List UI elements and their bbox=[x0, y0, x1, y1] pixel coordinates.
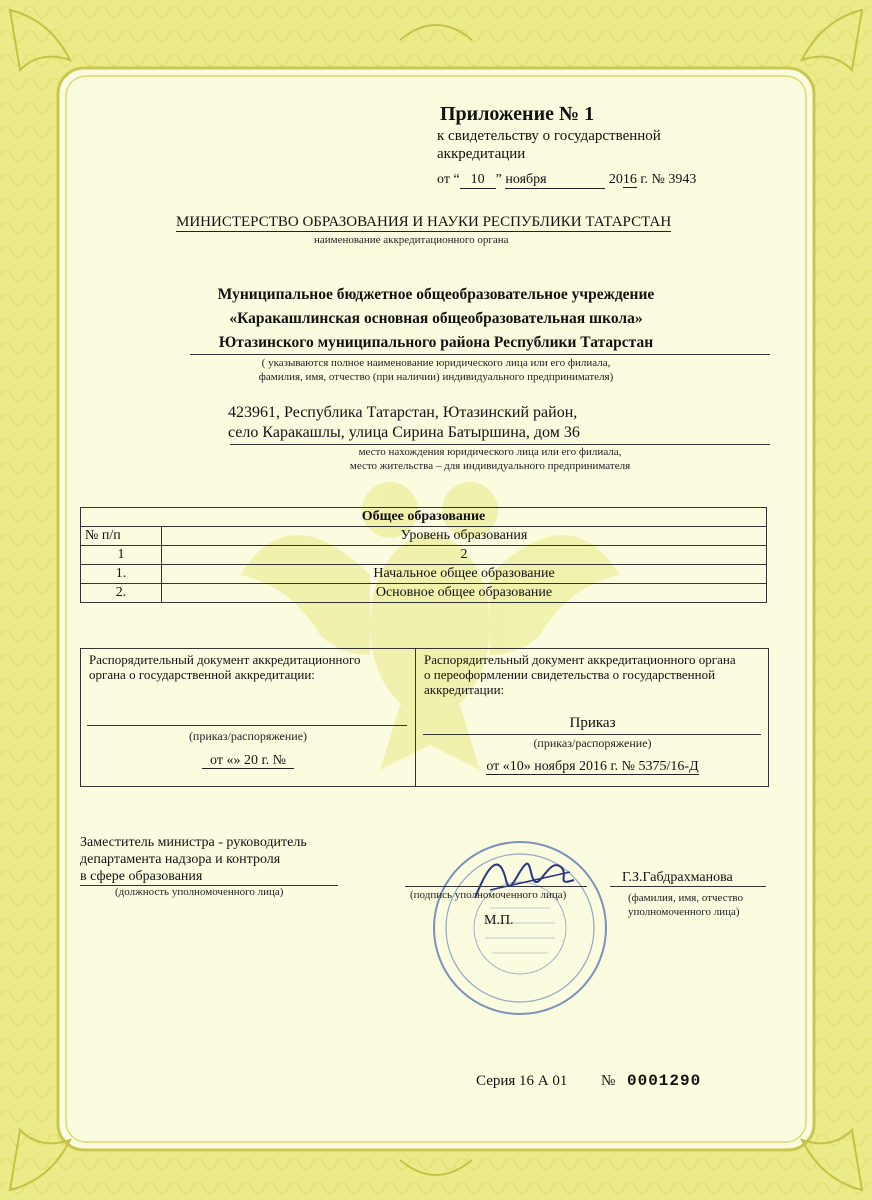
signature-caption: (подпись уполномоченного лица) bbox=[410, 889, 567, 901]
institution-name-line1: Муниципальное бюджетное общеобразовательное учреждение bbox=[217, 286, 655, 303]
row-level: Начальное общее образование bbox=[162, 565, 767, 584]
address-caption1: место нахождения юридического лица или его филиала, bbox=[358, 446, 622, 458]
column-header-number: № п/п bbox=[81, 527, 162, 546]
appendix-subtitle-line2: аккредитации bbox=[437, 146, 526, 162]
appendix-date: от “ 10 ” ноября 2016 г. № 3943 bbox=[437, 172, 697, 187]
signer-name-caption1: (фамилия, имя, отчество bbox=[628, 892, 744, 904]
right-doc-date: от «10» ноября 2016 г. № 5375/16-Д bbox=[486, 759, 699, 774]
right-doc-header: Распорядительный документ аккредитационного органа о переоформлении свидетельства о государственной аккредитации: bbox=[424, 652, 736, 697]
row-number: 2. bbox=[81, 584, 162, 603]
stamp-place-label: М.П. bbox=[484, 913, 514, 928]
education-table-title: Общее образование bbox=[81, 508, 767, 527]
column-header-level: Уровень образования bbox=[162, 527, 767, 546]
institution-name-line2: «Каракашлинская основная общеобразовательная школа» bbox=[229, 310, 643, 327]
education-levels-table bbox=[80, 507, 767, 603]
signer-name: Г.З.Габдрахманова bbox=[622, 870, 733, 885]
signer-position-line3: в сфере образования bbox=[80, 869, 203, 884]
column-index-2: 2 bbox=[162, 546, 767, 565]
address-caption2: место жительства – для индивидуального предпринимателя bbox=[349, 460, 631, 472]
appendix-subtitle-line1: к свидетельству о государственной bbox=[437, 128, 661, 144]
authority-name: МИНИСТЕРСТВО ОБРАЗОВАНИЯ И НАУКИ РЕСПУБЛИКИ ТАТАРСТАН bbox=[176, 214, 672, 230]
institution-caption1: ( указываются полное наименование юридического лица или его филиала, bbox=[261, 357, 611, 369]
serial-number-sign: № bbox=[601, 1073, 616, 1089]
right-doc-caption: (приказ/распоряжение) bbox=[533, 736, 652, 750]
row-level: Основное общее образование bbox=[162, 584, 767, 603]
left-doc-header: Распорядительный документ аккредитационного органа о государственной аккредитации: bbox=[89, 652, 361, 682]
institution-name-line3: Ютазинского муниципального района Республики Татарстан bbox=[218, 334, 654, 351]
table-row bbox=[81, 584, 767, 603]
row-number: 1. bbox=[81, 565, 162, 584]
series-label: Серия 16 А 01 bbox=[476, 1073, 568, 1089]
signer-name-caption2: уполномоченного лица) bbox=[628, 906, 740, 918]
signer-position-line1: Заместитель министра - руководитель bbox=[80, 835, 307, 850]
address-line1: 423961, Республика Татарстан, Ютазинский район, bbox=[228, 404, 578, 421]
signer-position-caption: (должность уполномоченного лица) bbox=[115, 886, 284, 898]
administrative-documents-box bbox=[80, 648, 769, 787]
authority-caption: наименование аккредитационного органа bbox=[314, 234, 509, 246]
left-doc-caption: (приказ/распоряжение) bbox=[188, 729, 308, 743]
address-line2: село Каракашлы, улица Сирина Батыршина, дом 36 bbox=[228, 424, 580, 441]
institution-caption2: фамилия, имя, отчество (при наличии) индивидуального предпринимателя) bbox=[258, 371, 614, 383]
table-row bbox=[81, 565, 767, 584]
handwritten-signature bbox=[470, 850, 580, 910]
appendix-title: Приложение № 1 bbox=[440, 103, 595, 125]
right-doc-value: Приказ bbox=[569, 715, 616, 731]
signer-position-line2: департамента надзора и контроля bbox=[80, 852, 281, 867]
left-doc-date: от «» 20 г. № bbox=[81, 753, 415, 769]
serial-number: 0001290 bbox=[627, 1072, 702, 1090]
column-index-1: 1 bbox=[81, 546, 162, 565]
